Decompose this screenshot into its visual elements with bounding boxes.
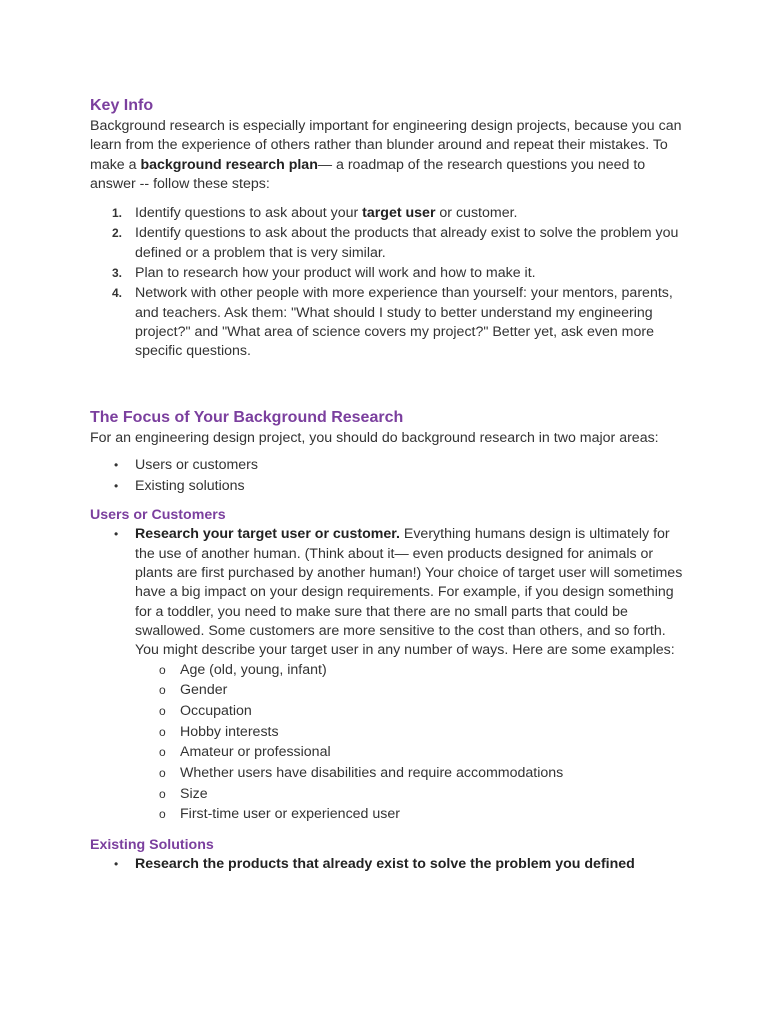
sub-bullet-icon: o xyxy=(159,703,166,718)
list-item: o Age (old, young, infant) xyxy=(90,661,690,680)
list-item: • Existing solutions xyxy=(90,477,690,496)
sub-bullet-icon: o xyxy=(159,683,166,698)
sub-bullet-icon: o xyxy=(159,765,166,780)
list-item: o Whether users have disabilities and require accommodations xyxy=(90,764,690,783)
sub-bullet-icon: o xyxy=(159,807,166,822)
list-item: o First-time user or experienced user xyxy=(90,805,690,824)
bullet-icon: • xyxy=(114,857,119,872)
step-item: 3. Plan to research how your product will work and how to make it. xyxy=(112,265,536,282)
step-item: 4. Network with other people with more experience than yourself: your mentors, parents, and teachers. Ask them: "What should I study to better understand my engineering project?" and "What area of science covers my project?" Better yet, ask even more specific questions. xyxy=(112,285,673,360)
existing-list xyxy=(90,855,690,874)
list-item: • Users or customers xyxy=(90,456,690,475)
list-item: o Occupation xyxy=(90,702,690,721)
sub-bullet-icon: o xyxy=(159,724,166,739)
list-item: o Gender xyxy=(90,681,690,700)
sub-bullet-icon: o xyxy=(159,786,166,801)
steps-list xyxy=(90,204,690,361)
focus-heading: The Focus of Your Background Research xyxy=(90,408,404,426)
existing-heading: Existing Solutions xyxy=(90,837,214,854)
step-item: 2. Identify questions to ask about the products that already exist to solve the problem you defined or a problem that is very similar. xyxy=(112,225,679,261)
bullet-icon: • xyxy=(114,457,119,472)
list-item: o Amateur or professional xyxy=(90,743,690,762)
sub-bullet-icon: o xyxy=(159,745,166,760)
users-list xyxy=(90,525,690,824)
users-heading: Users or Customers xyxy=(90,507,226,524)
list-item: o Size xyxy=(90,785,690,804)
bullet-icon: • xyxy=(114,478,119,493)
step-item: 1. Identify questions to ask about your target user or customer. xyxy=(112,205,518,222)
list-item: • Research your target user or customer. Everything humans design is ultimately for the use of another human. (Think about it— even products designed for animals or plants are first purchased by another human!) Your choice of target user will sometimes have a big impact on your design requirements. For example, if you design something for a toddler, you need to make sure that there are no small parts that could be swallowed. Some customers are more sensitive to the cost than others, and so forth. You might describe your target user in any number of ways. Here are some examples: o Age (old, young, infant) o Gender o Occupation o Hobby interests o Amateur or professional o Whether users have disabilities and require accommodations o Size o First-time user or experienced user xyxy=(90,525,690,824)
list-item: o Hobby interests xyxy=(90,723,690,742)
key-info-heading: Key Info xyxy=(90,97,154,114)
focus-intro: For an engineering design project, you should do background research in two major areas: xyxy=(90,429,659,446)
focus-areas-list xyxy=(90,456,690,496)
user-examples-list xyxy=(90,661,690,825)
list-item: • Research the products that already exist to solve the problem you defined xyxy=(90,855,690,874)
sub-bullet-icon: o xyxy=(159,662,166,677)
bullet-icon: • xyxy=(114,527,119,542)
document-content xyxy=(90,95,690,876)
key-info-intro: Background research is especially important for engineering design projects, because you can learn from the experience of others rather than blunder around and repeat their mistakes. To make a background research plan— a roadmap of the research questions you need to answer -- follow these steps: xyxy=(90,118,682,192)
